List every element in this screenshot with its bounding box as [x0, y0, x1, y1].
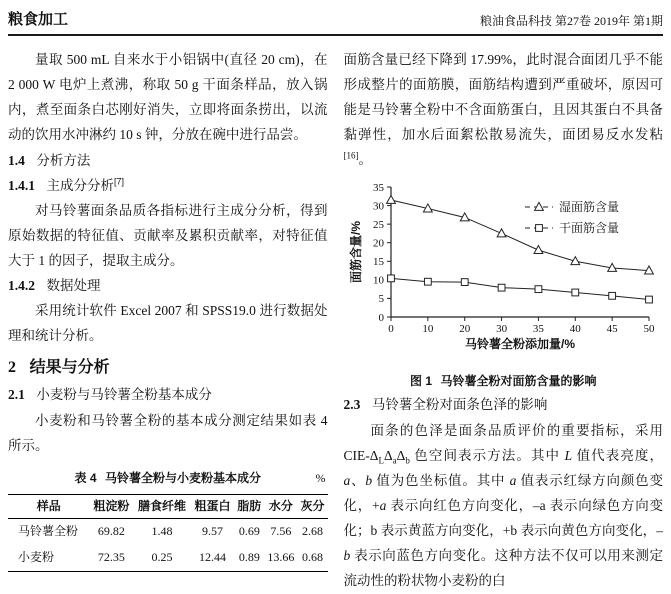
table-cell: 马铃薯全粉	[18, 524, 79, 539]
x-axis-tick-label: 40	[570, 322, 582, 335]
gluten-discussion-paragraph: 面筋含量已经下降到 17.99%，此时混合面团几乎不能形成整片的面筋膜，面筋结构遭到严重破坏，原因可能是马铃薯全粉中不含面筋蛋白，且因其蛋白不具备黏弹性，加水后面絮松散易流失，面团易反水发粘[16]。	[343, 52, 663, 167]
table-row	[8, 519, 328, 545]
chart-data-point	[497, 229, 506, 237]
chart-data-point	[462, 279, 469, 286]
y-axis-tick-label: 0	[378, 311, 385, 324]
y-axis-tick-label: 15	[373, 255, 385, 268]
y-axis-tick-label: 5	[378, 293, 385, 306]
table-header-cell: 灰分	[298, 494, 328, 519]
table-4-title: 表 4 马铃薯全粉与小麦粉基本成分 %	[8, 467, 328, 489]
table-cell: 小麦粉	[18, 549, 55, 564]
table-cell: 12.44	[199, 549, 227, 564]
two-column-body	[8, 48, 663, 594]
section-heading-2-3: 2.3 马铃薯全粉对面条色泽的影响	[343, 397, 548, 412]
table-header-cell: 粗淀粉	[90, 494, 134, 519]
y-axis-tick-label: 35	[373, 181, 385, 194]
legend-marker	[535, 202, 544, 210]
y-axis-tick-label: 30	[373, 200, 385, 213]
legend-marker	[536, 224, 543, 231]
x-axis-tick-label: 0	[388, 322, 394, 335]
section-heading-1-4-2: 1.4.2 数据处理	[8, 277, 101, 293]
table-cell: 0.89	[238, 549, 260, 564]
section-heading-1-4: 1.4 分析方法	[8, 152, 91, 168]
column-right	[344, 48, 664, 594]
chart-data-point	[425, 278, 432, 285]
color-method-paragraph: 面条的色泽是面条品质评价的重要指标，采用 CIE-$\Delta_L\Delta_a\Delta_b$ 色空间表示方法。其中 L 值代表亮度，a、b 值为色坐标值。其中 a 值表示红绿方向颜色变化，+a 表示向红色方向变化，–a 表示向绿色方向变化；b 表示黄蓝方向变化，+b 表示向黄色方向变化，–b 表示向蓝色方向变化。这种方法不仅可以用来测定流动性的粉状物小麦粉的白	[343, 422, 664, 588]
cooking-procedure-paragraph: 量取 500 mL 自来水于小铝锅中(直径 20 cm)，在 2 000 W 电炉上煮沸，称取 50 g 干面条样品，放入锅内，煮至面条白芯刚好消失，立即将面条捞出，以流动的饮用水冲淋约 10 s 钟，分放在碗中进行品尝。	[8, 52, 328, 142]
chart-data-point	[609, 292, 616, 299]
x-axis-tick-label: 10	[422, 322, 434, 335]
legend-label: 湿面筋含量	[559, 199, 620, 214]
figure-1-caption: 图 1 马铃薯全粉对面筋含量的影响	[410, 373, 597, 388]
chart-data-point	[535, 286, 542, 293]
y-axis-tick-label: 20	[373, 237, 385, 250]
table-cell: 2.68	[302, 524, 324, 539]
x-axis-tick-label: 30	[496, 322, 508, 335]
basic-composition-table	[8, 494, 328, 572]
table-cell: 72.35	[97, 549, 125, 564]
section-heading-2: 2 结果与分析	[8, 358, 110, 376]
table-header-cell: 脂肪	[234, 494, 264, 519]
table-header-cell: 样品	[8, 494, 90, 519]
x-axis-tick-label: 20	[459, 322, 471, 335]
x-axis-tick-label: 35	[533, 322, 545, 335]
y-axis-title: 面筋含量/%	[349, 220, 364, 283]
table-cell: 0.69	[238, 524, 260, 539]
table-cell: 69.82	[97, 524, 125, 539]
section-running-title: 粮食加工	[8, 11, 69, 28]
chart-data-point	[388, 275, 395, 282]
data-processing-paragraph: 采用统计软件 Excel 2007 和 SPSS19.0 进行数据处理和统计分析。	[8, 302, 328, 343]
figure-1	[344, 177, 664, 392]
chart-data-point	[534, 245, 543, 253]
table-cell: 0.68	[302, 549, 324, 564]
table-row	[8, 545, 328, 571]
page-header	[8, 8, 663, 36]
chart-data-point	[498, 284, 505, 291]
basic-composition-paragraph: 小麦粉和马铃薯全粉的基本成分测定结果如表 4 所示。	[8, 412, 328, 453]
x-axis-tick-label: 45	[606, 322, 618, 335]
legend-label: 干面筋含量	[559, 220, 620, 235]
x-axis-title: 马铃薯全粉添加量/%	[465, 336, 576, 351]
y-axis-tick-label: 25	[373, 218, 385, 231]
table-header-row	[8, 494, 328, 519]
table-unit-label: %	[315, 470, 326, 485]
chart-data-point	[646, 296, 653, 303]
table-header-cell: 粗蛋白	[191, 494, 235, 519]
chart-data-point	[572, 289, 579, 296]
table-cell: 9.57	[202, 524, 224, 539]
table-cell: 13.66	[267, 549, 295, 564]
x-axis-tick-label: 50	[643, 322, 655, 335]
table-4-block	[8, 467, 328, 572]
section-heading-2-1: 2.1 小麦粉与马铃薯全粉基本成分	[8, 386, 212, 402]
table-header-cell: 水分	[264, 494, 297, 519]
gluten-line-chart	[347, 177, 659, 359]
table-header-cell: 膳食纤维	[133, 494, 190, 519]
y-axis-tick-label: 10	[373, 274, 385, 287]
table-cell: 1.48	[151, 524, 173, 539]
chart-data-point	[387, 195, 396, 203]
journal-issue-info: 粮油食品科技 第27卷 2019年 第1期	[479, 14, 663, 28]
section-heading-1-4-1: 1.4.1 主成分分析[7]	[8, 176, 124, 193]
table-cell: 7.56	[270, 524, 292, 539]
column-left	[8, 48, 328, 594]
table-cell: 0.25	[151, 549, 173, 564]
pca-method-paragraph: 对马铃薯面条品质各指标进行主成分分析，得到原始数据的特征值、贡献率及累积贡献率，对特征值大于 1 的因子，提取主成分。	[8, 202, 328, 268]
